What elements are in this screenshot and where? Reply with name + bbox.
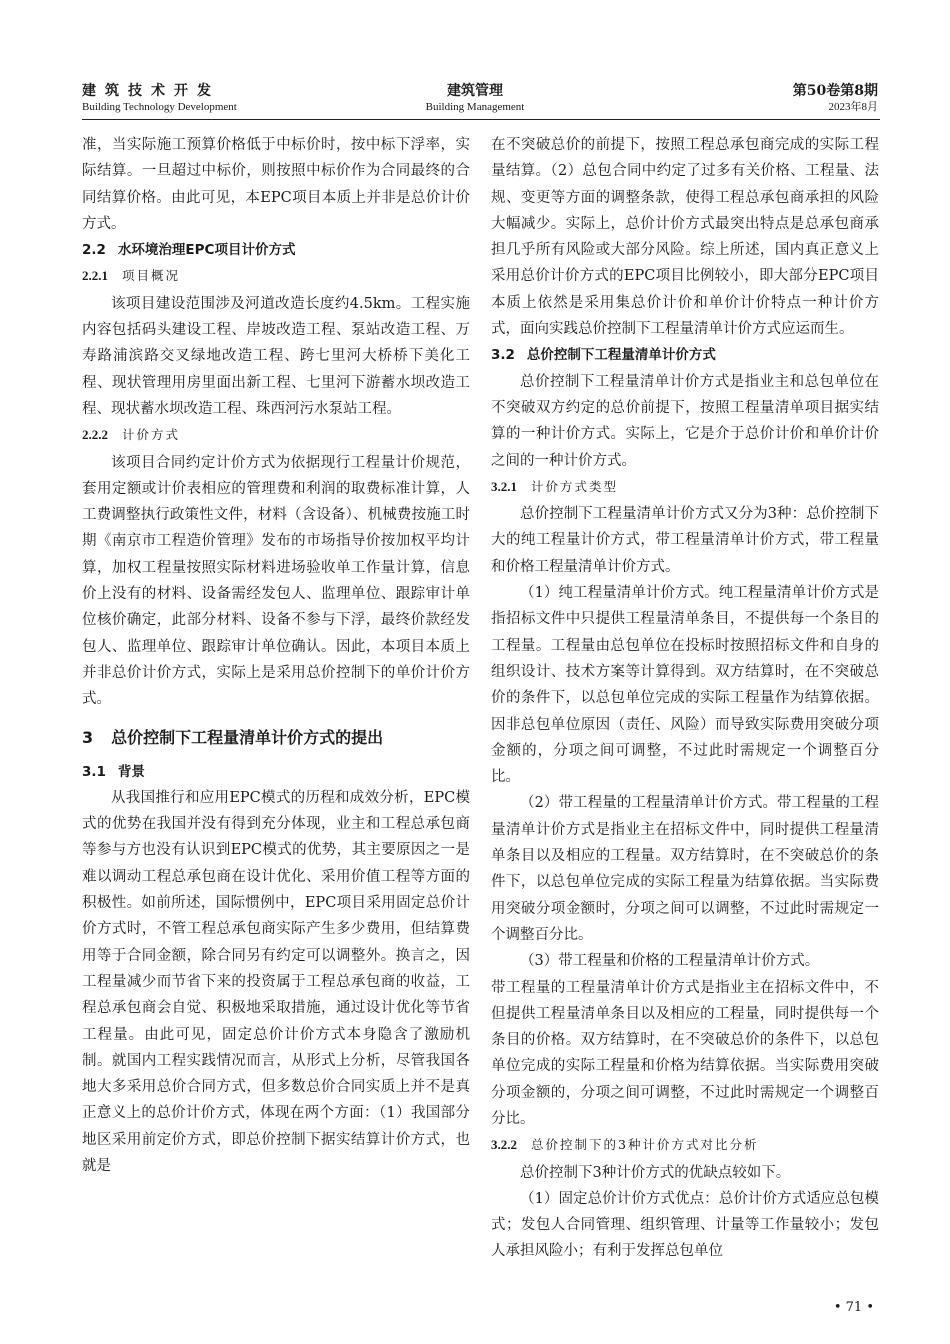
journal-name-zh: 建筑技术开发 [82, 83, 220, 99]
section-heading-3-2-2 [491, 1132, 879, 1159]
section-number: 2.2.2 [82, 427, 108, 443]
section-heading-2-2-2 [82, 422, 470, 449]
section-name-zh: 建筑管理 [447, 83, 503, 99]
section-heading-3-1 [82, 759, 470, 785]
paragraph: 带工程量的工程量清单计价方式是指业主在招标文件中，不但提供工程量清单条目以及相应的工程量，同时提供每一个条目的价格。双方结算时，在不突破总价的条件下，以总包单位完成的实际工程量和价格为结算依据。当实际费用突破分项金额的，分项之间可调整，不过此时需规定一个调整百分比。 [491, 979, 879, 1127]
section-number: 3.2.2 [491, 1137, 517, 1153]
section-number: 2.2 [82, 242, 106, 259]
section-name-en: Building Management [425, 101, 525, 113]
paragraph: 从我国推行和应用EPC模式的历程和成效分析，EPC模式的优势在我国并没有得到充分体现，业主和工程总承包商等参与方也没有认识到EPC模式的优势，其主要原因之一是难以调动工程总承包商在设计优化、采用价值工程等方面的积极性。如前所述，国际惯例中，EPC项目采用固定总价计价方式时，不管工程总承包商实际产生多少费用，但结算费用等于合同金额，除合同另有约定可以调整外。换言之，因工程量减少而节省下来的投资属于工程总承包商的收益，工程总承包商会自觉、积极地采取措施，通过设计优化等节省工程量。由此可见，固定总价计价方式本身隐含了激励机制。就国内工程实践情况而言，从形式上分析，尽管我国各地大多采用总价合同方式，但多数总价合同实质上并不是真正意义上的总价计价方式，体现在两个方面：（1）我国部分地区采用前定价方式，即总价控制下据实结算计价方式，也就是 [82, 789, 470, 1174]
section-number: 3.1 [82, 763, 106, 780]
section-heading-3 [82, 725, 470, 751]
section-number: 3.2 [491, 347, 515, 364]
paragraph: 总价控制下工程量清单计价方式是指业主和总包单位在不突破双方约定的总价前提下，按照工程量清单项目据实结算的一种计价方式。实际上，它是介于总价计价和单价计价之间的一种计价方式。 [491, 373, 879, 469]
paragraph: 准，当实际施工预算价格低于中标价时，按中标下浮率，实际结算。一旦超过中标价，则按照中标价作为合同最终的合同结算价格。由此可见，本EPC项目本质上并非是总价计价方式。 [82, 137, 470, 232]
section-number: 2.2.1 [82, 268, 108, 284]
page-number: • 71 • [833, 1300, 874, 1315]
section-number: 3 [82, 727, 94, 747]
section-title: 项目概况 [122, 268, 181, 284]
right-column [491, 132, 879, 1265]
left-column [82, 132, 470, 1179]
paragraph: （3）带工程量和价格的工程量清单计价方式。 [520, 953, 820, 970]
paragraph: 总价控制下工程量清单计价方式又分为3种：总价控制下大的纯工程量计价方式，带工程量清单计价方式，带工程量和价格工程量清单计价方式。 [491, 506, 879, 575]
section-number: 3.2.1 [491, 478, 517, 494]
header-divider [82, 119, 880, 120]
section-title: 总价控制下的3种计价方式对比分析 [531, 1137, 759, 1153]
section-title: 计价方式 [122, 427, 181, 443]
issue-date: 2023年8月 [828, 101, 878, 113]
paragraph: 总价控制下3种计价方式的优缺点较如下。 [520, 1164, 791, 1181]
paragraph: 该项目合同约定计价方式为依据现行工程量计价规范，套用定额或计价表相应的管理费和利润的取费标准计算，人工费调整执行政策性文件，材料（含设备）、机械费按施工时期《南京市工程造价管理》发布的市场指导价按加权平均计算，加权工程量按照实际材料进场验收单工作量计算，信息价上没有的材料、设备需经发包人、监理单位、跟踪审计单位核价确定，此部分材料、设备不参与下浮，最终价款经发包人、监理单位、跟踪审计单位确认。因此，本项目本质上并非总价计价方式，实际上是采用总价控制下的单价计价方式。 [82, 454, 470, 708]
section-title: 水环境治理EPC项目计价方式 [117, 242, 296, 259]
section-heading-2-2 [82, 237, 470, 263]
paragraph: （2）带工程量的工程量清单计价方式。带工程量的工程量清单计价方式是指业主在招标文件中，同时提供工程量清单条目以及相应的工程量。双方结算时，在不突破总价的条件下，以总包单位完成的实际工程量为结算依据。当实际费用突破分项金额时，分项之间可以调整，不过此时需规定一个调整百分比。 [491, 795, 879, 943]
section-heading-3-2 [491, 342, 879, 368]
section-title: 计价方式类型 [531, 478, 619, 494]
section-heading-2-2-1 [82, 263, 470, 290]
section-title: 背景 [117, 763, 145, 780]
volume-issue: 第50卷第8期 [792, 83, 878, 99]
section-heading-3-2-1 [491, 474, 879, 501]
paragraph: （1）固定总价计价方式优点：总价计价方式适应总包模式；发包人合同管理、组织管理、计量等工作量较小；发包人承担风险小；有利于发挥总包单位 [491, 1190, 879, 1260]
paragraph: 在不突破总价的前提下，按照工程总承包商完成的实际工程量结算。（2）总包合同中约定了过多有关价格、工程量、法规、变更等方面的调整条款，使得工程总承包商承担的风险大幅减少。实际上，总价计价方式最突出特点是总承包商承担几乎所有风险或大部分风险。综上所述，国内真正意义上采用总价计价方式的EPC项目比例较小，即大部分EPC项目本质上依然是采用集总价计价和单价计价特点一种计价方式，面向实践总价控制下工程量清单计价方式应运而生。 [491, 137, 879, 338]
paragraph: 该项目建设范围涉及河道改造长度约4.5km。工程实施内容包括码头建设工程、岸坡改造工程、泵站改造工程、万寿路浦滨路交叉绿地改造工程、跨七里河大桥桥下美化工程、现状管理用房里面出新工程、七里河下游蓄水坝改造工程、现状蓄水坝改造工程、珠西河污水泵站工程。 [82, 295, 470, 417]
section-title: 总价控制下工程量清单计价方式 [526, 347, 716, 364]
section-title: 总价控制下工程量清单计价方式的提出 [111, 727, 384, 747]
paragraph: （1）纯工程量清单计价方式。纯工程量清单计价方式是指招标文件中只提供工程量清单条目，不提供每一个条目的工程量。工程量由总包单位在投标时按照招标文件和自身的组织设计、技术方案等计算得到。双方结算时，在不突破总价的条件下，以总包单位完成的实际工程量作为结算依据。因非总包单位原因（责任、风险）而导致实际费用突破分项金额的，分项之间可调整，不过此时需规定一个调整百分比。 [491, 585, 879, 786]
journal-name-en: Building Technology Development [82, 101, 237, 113]
issue-info-block [793, 82, 878, 114]
